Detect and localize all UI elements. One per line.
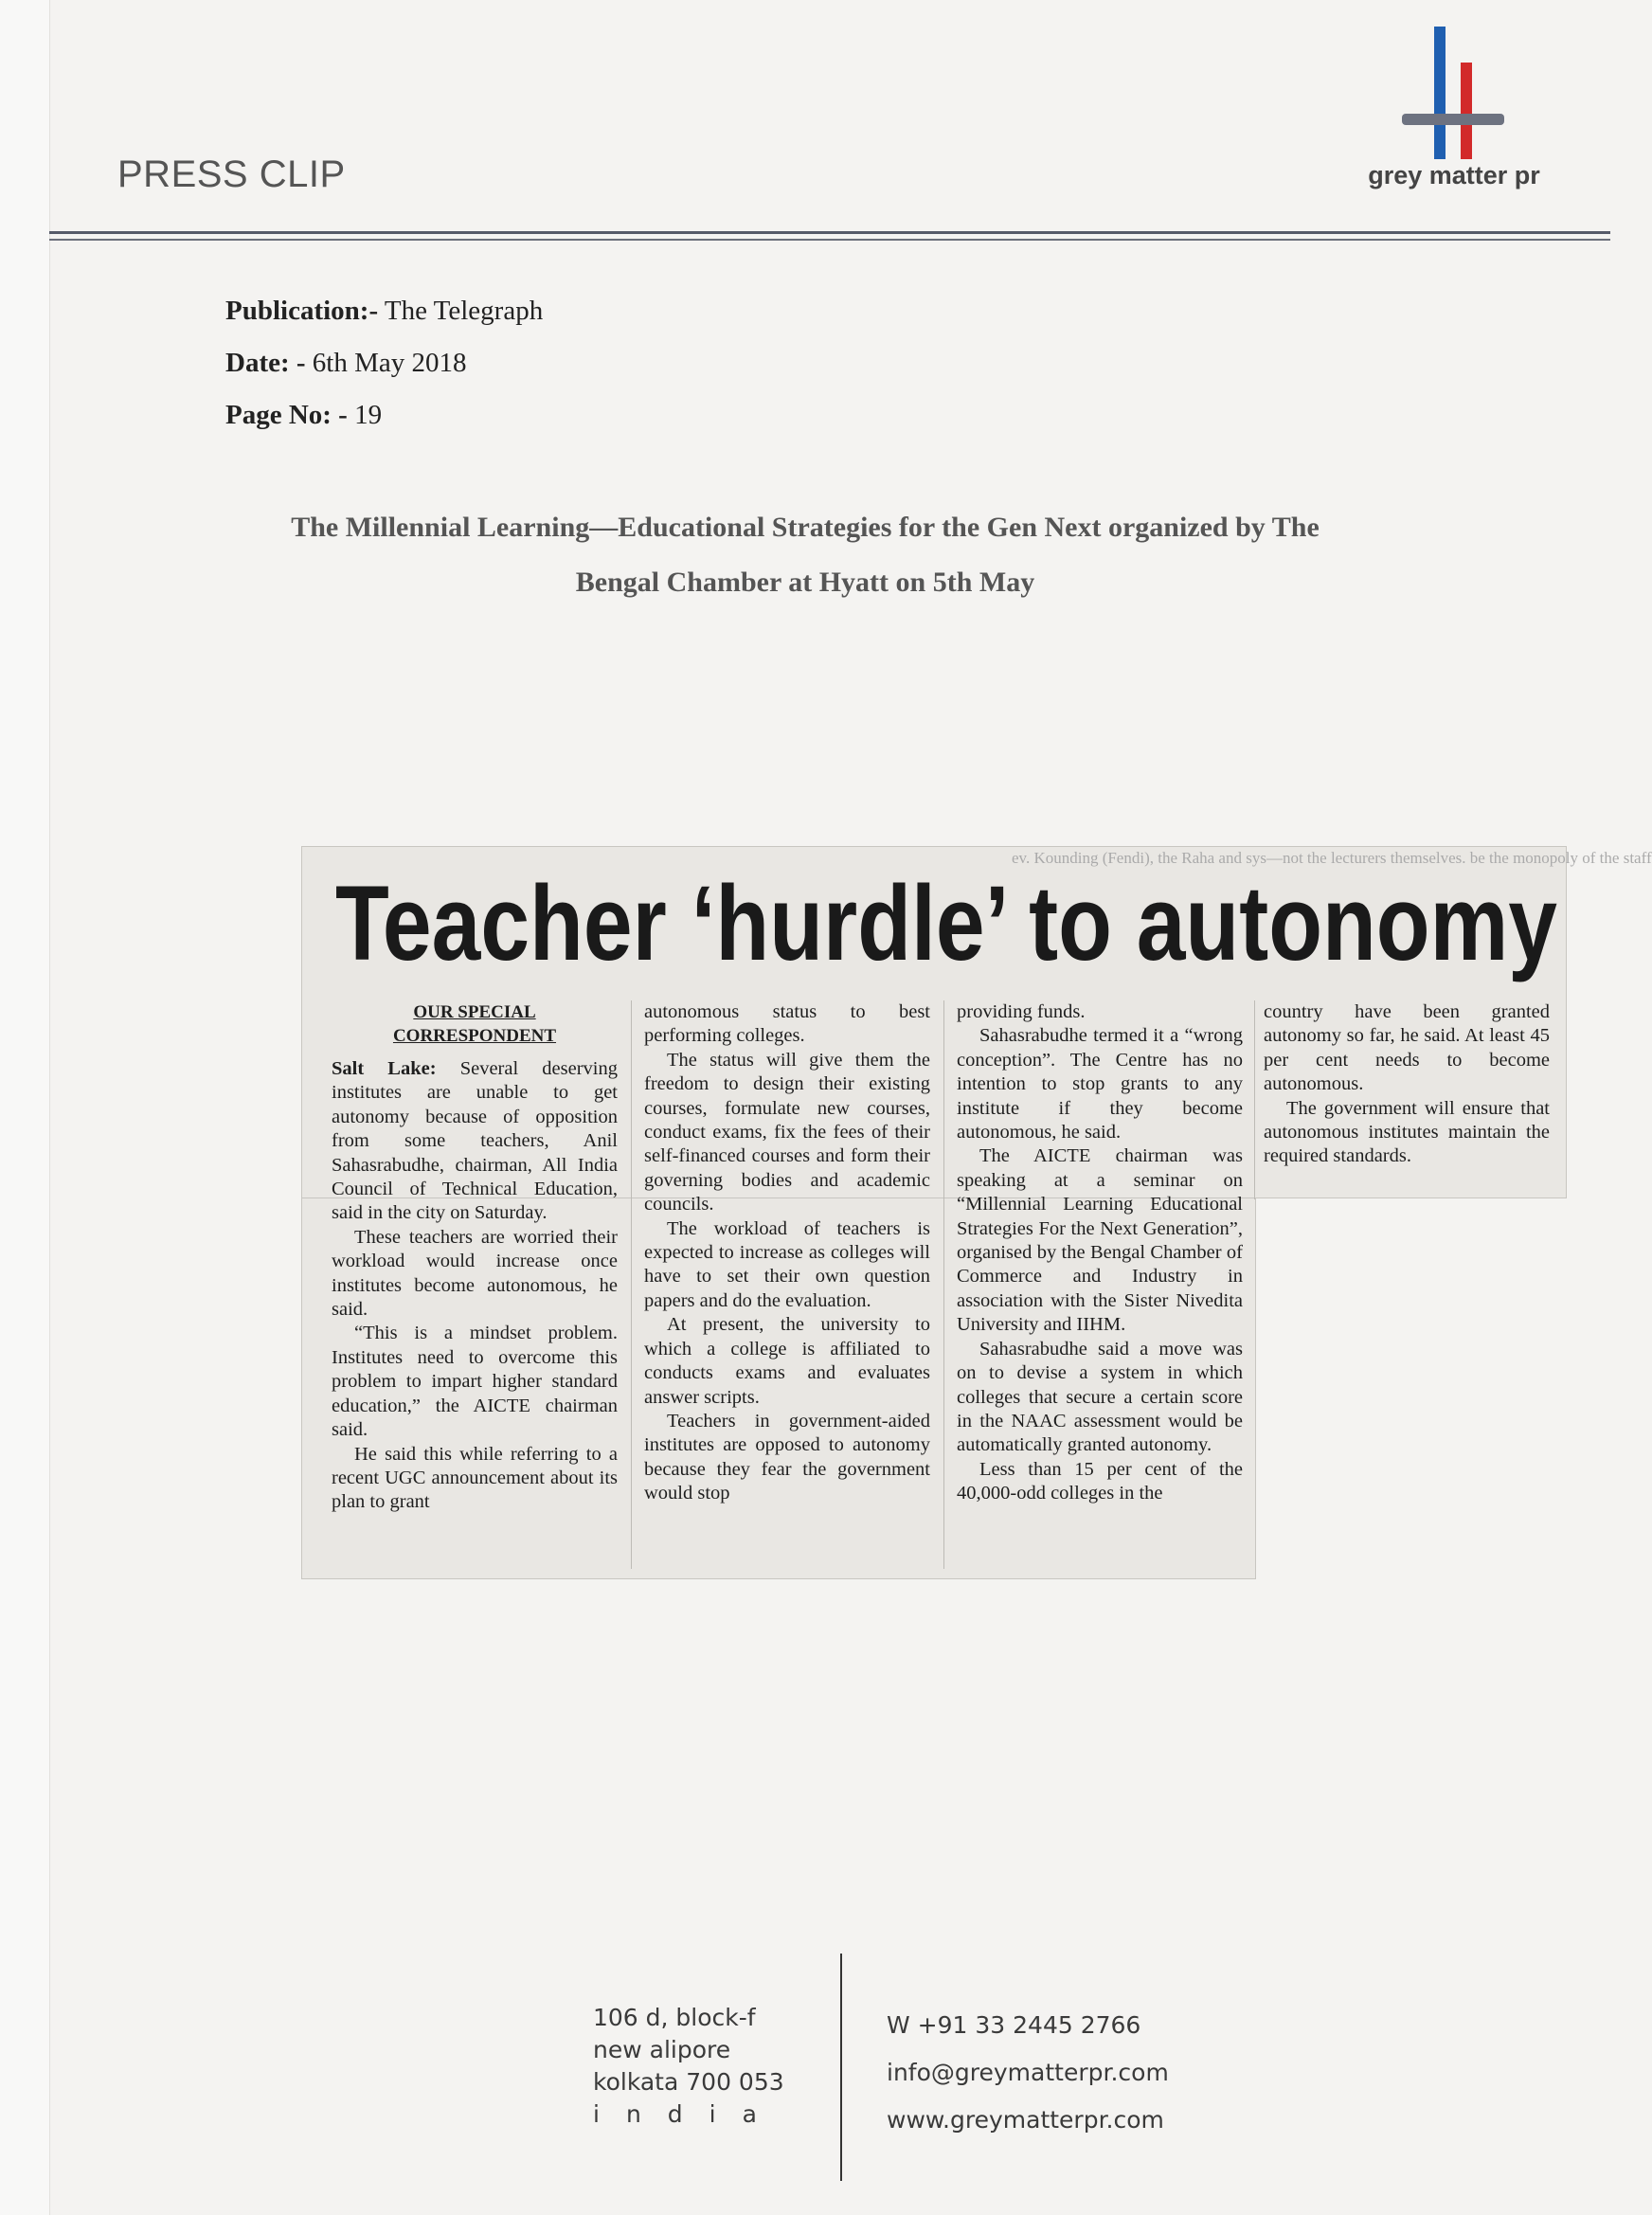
header-rule-bottom	[49, 239, 1610, 241]
address-line-1: 106 d, block-f	[593, 2004, 756, 2031]
paragraph: “This is a mindset problem. Institutes need to overcome this problem to impart higher standard education,” the AICTE chairman said.	[332, 1323, 618, 1441]
article-column-2	[644, 1000, 930, 1506]
paragraph	[332, 1057, 618, 1226]
logo-mark-icon	[1392, 23, 1516, 165]
paragraph: The status will give them the freedom to design their existing courses, formulate new courses, conduct exams, fix the fees of their self-financed courses and form their governing bodies and academic councils.	[644, 1049, 930, 1216]
header-rule-top	[49, 231, 1610, 234]
paragraph: autonomous status to best performing colleges.	[644, 1001, 930, 1047]
newspaper-clipping	[301, 846, 1652, 1579]
paragraph: Teachers in government-aided institutes are opposed to autonomy because they fear the government would stop	[644, 1410, 930, 1504]
publication-line	[225, 296, 543, 327]
byline-line-1: OUR SPECIAL	[413, 1002, 536, 1022]
footer-phone: W +91 33 2445 2766	[887, 2011, 1141, 2039]
paragraph: The workload of teachers is expected to increase as colleges will have to set their own question papers and do the evaluation.	[644, 1217, 930, 1311]
footer-address	[593, 2002, 784, 2131]
event-line-2: Bengal Chamber at Hyatt on 5th May	[575, 567, 1035, 598]
paragraph: providing funds.	[957, 1001, 1086, 1022]
event-description	[171, 500, 1440, 610]
byline-line-2: CORRESPONDENT	[392, 1026, 557, 1046]
column-rule-3	[1254, 1000, 1255, 1199]
paragraph: Sahasrabudhe said a move was on to devise a system in which colleges that secure a certain score in the NAAC assessment would be automatically granted autonomy.	[957, 1338, 1243, 1456]
page-label: Page No: -	[225, 400, 348, 430]
footer-divider	[840, 1954, 842, 2181]
article-column-4	[1264, 1000, 1550, 1169]
address-line-2: new alipore	[593, 2036, 731, 2063]
article-headline	[335, 864, 1557, 982]
paragraph: These teachers are worried their workload would increase once institutes become autonomous, he said.	[332, 1226, 618, 1321]
column-rule-2	[943, 1000, 944, 1569]
article-column-3	[957, 1000, 1243, 1506]
page-edge	[0, 0, 50, 2215]
publication-label: Publication:-	[225, 296, 379, 326]
date-label: Date: -	[225, 348, 306, 378]
paragraph: The government will ensure that autonomous institutes maintain the required standards.	[1264, 1097, 1550, 1167]
bleed-through-text: ev. Kounding (Fendi), the Raha and sys—not the lecturers themselves. be the monopoly of the staff	[1012, 849, 1652, 867]
column-rule-1	[631, 1000, 632, 1569]
headline-text: Teacher ‘hurdle’ to autonomy	[335, 864, 1557, 982]
page-value: 19	[354, 400, 383, 430]
address-line-3: kolkata 700 053	[593, 2068, 784, 2096]
event-line-1: The Millennial Learning—Educational Strategies for the Gen Next organized by The	[291, 512, 1320, 543]
paragraph: country have been granted autonomy so far, he said. At least 45 per cent needs to become autonomous.	[1264, 1001, 1550, 1095]
article-column-1	[332, 1000, 618, 1515]
paragraph: Sahasrabudhe termed it a “wrong conception”. The Centre has no intention to stop grants to any institute if they become autonomous, he said.	[957, 1025, 1243, 1144]
date-value: 6th May 2018	[312, 348, 467, 378]
paragraph: At present, the university to which a college is affiliated to conducts exams and evaluates answer scripts.	[644, 1314, 930, 1408]
company-logo	[1364, 23, 1544, 193]
address-line-4: india	[593, 2100, 783, 2128]
paragraph-text: Several deserving institutes are unable to get autonomy because of opposition from some teachers, Anil Sahasrabudhe, chairman, All India Council of Technical Education, said in the city on Saturday.	[332, 1058, 619, 1224]
paragraph: The AICTE chairman was speaking at a seminar on “Millennial Learning Educational Strategies For the Next Generation”, organised by the Bengal Chamber of Commerce and Industry in association with the Sister Nivedita University and IIHM.	[957, 1145, 1243, 1336]
dateline: Salt Lake:	[332, 1058, 437, 1079]
footer-website[interactable]: www.greymatterpr.com	[887, 2106, 1164, 2134]
publication-value: The Telegraph	[384, 296, 544, 326]
press-clip-title: PRESS CLIP	[117, 153, 346, 195]
page-line	[225, 400, 382, 431]
date-line	[225, 348, 467, 379]
footer-email[interactable]: info@greymatterpr.com	[887, 2059, 1169, 2086]
paragraph: He said this while referring to a recent UGC announcement about its plan to grant	[332, 1443, 618, 1513]
paragraph: Less than 15 per cent of the 40,000-odd colleges in the	[957, 1458, 1243, 1504]
byline	[332, 1000, 618, 1048]
logo-text: grey matter pr	[1368, 161, 1540, 189]
footer-contact	[887, 2002, 1169, 2144]
